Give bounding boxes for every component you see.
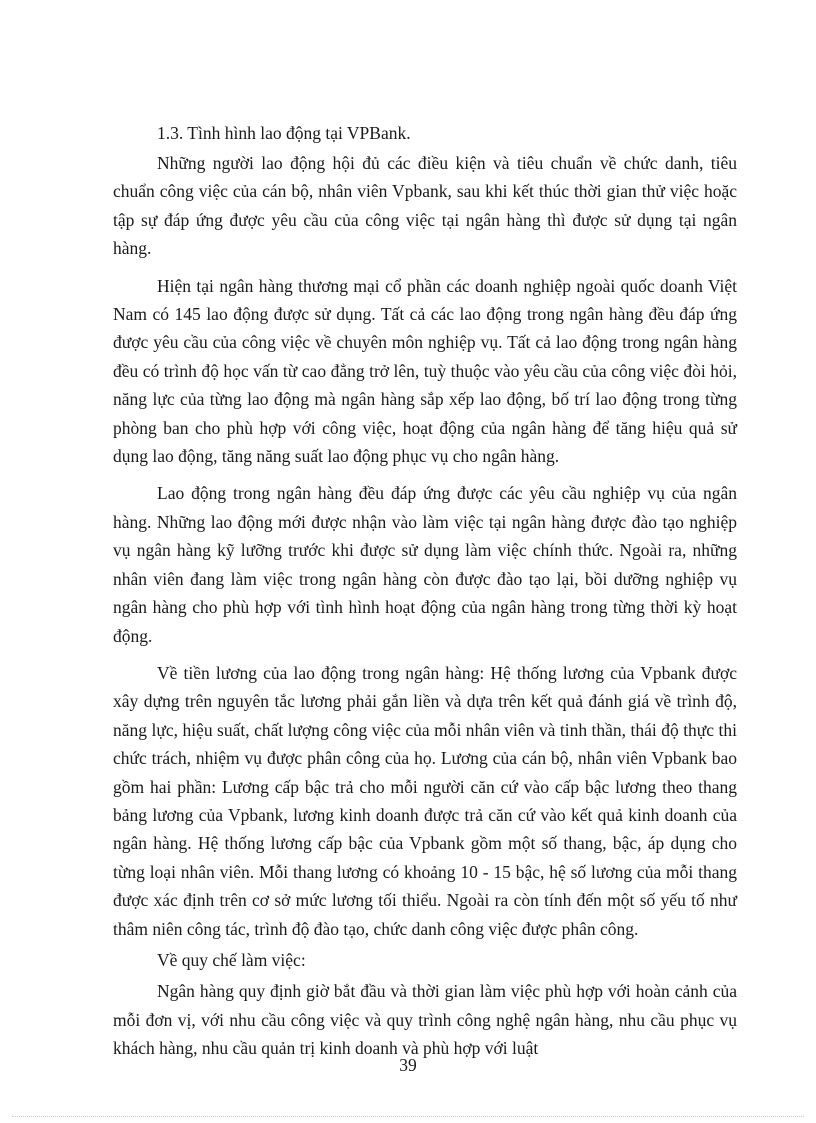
- page-number: 39: [399, 1055, 417, 1075]
- page-body: [113, 120, 737, 1072]
- section-heading: 1.3. Tình hình lao động tại VPBank.: [157, 123, 411, 143]
- paragraph-workforce-overview: Hiện tại ngân hàng thương mại cổ phần các doanh nghiệp ngoài quốc doanh Việt Nam có 145 lao động được sử dụng. Tất cả các lao động trong ngân hàng đều đáp ứng được yêu cầu của công việc về chuyên môn nghiệp vụ. Tất cả lao động trong ngân hàng đều có trình độ học vấn từ cao đẳng trở lên, tuỳ thuộc vào yêu cầu của công việc đòi hỏi, năng lực của từng lao động mà ngân hàng sắp xếp lao động, bố trí lao động trong từng phòng ban cho phù hợp với công việc, hoạt động của ngân hàng để tăng hiệu quả sử dụng lao động, tăng năng suất lao động phục vụ cho ngân hàng.: [113, 275, 737, 467]
- paragraph-work-rules-heading: Về quy chế làm việc:: [157, 949, 306, 970]
- paragraph-training: Lao động trong ngân hàng đều đáp ứng được các yêu cầu nghiệp vụ của ngân hàng. Những lao động mới được nhận vào làm việc tại ngân hàng được đào tạo nghiệp vụ ngân hàng kỹ lưỡng trước khi được sử dụng làm việc chính thức. Ngoài ra, những nhân viên đang làm việc trong ngân hàng còn được đào tạo lại, bồi dưỡng nghiệp vụ ngân hàng cho phù hợp với tình hình hoạt động của ngân hàng trong từng thời kỳ hoạt động.: [113, 483, 737, 646]
- paragraph-work-hours: Ngân hàng quy định giờ bắt đầu và thời gian làm việc phù hợp với hoàn cảnh của mỗi đơn vị, với nhu cầu công việc và quy trình công nghệ ngân hàng, nhu cầu phục vụ khách hàng, nhu cầu quản trị kinh doanh và phù hợp với luật: [113, 981, 737, 1059]
- paragraph-salary: Về tiền lương của lao động trong ngân hàng: Hệ thống lương của Vpbank được xây dựng trên nguyên tắc lương phải gắn liền và dựa trên kết quả đánh giá về trình độ, năng lực, hiệu suất, chất lượng công việc của mỗi nhân viên và tinh thần, thái độ thực thi chức trách, nhiệm vụ được phân công của họ. Lương của cán bộ, nhân viên Vpbank bao gồm hai phần: Lương cấp bậc trả cho mỗi người căn cứ vào cấp bậc lương theo thang bảng lương của Vpbank, lương kinh doanh được trả căn cứ vào kết quả kinh doanh của ngân hàng. Hệ thống lương cấp bậc của Vpbank gồm một số thang, bậc, áp dụng cho từng loại nhân viên. Mỗi thang lương có khoảng 10 - 15 bậc, hệ số lương của mỗi thang được xác định trên cơ sở mức lương tối thiểu. Ngoài ra còn tính đến một số yếu tố như thâm niên công tác, trình độ đào tạo, chức danh công việc được phân công.: [113, 662, 737, 939]
- page-bottom-divider: [12, 1116, 804, 1117]
- paragraph-employment-eligibility: Những người lao động hội đủ các điều kiện và tiêu chuẩn về chức danh, tiêu chuẩn công việc của cán bộ, nhân viên Vpbank, sau khi kết thúc thời gian thử việc hoặc tập sự đáp ứng được yêu cầu của công việc tại ngân hàng thì được sử dụng tại ngân hàng.: [113, 153, 737, 259]
